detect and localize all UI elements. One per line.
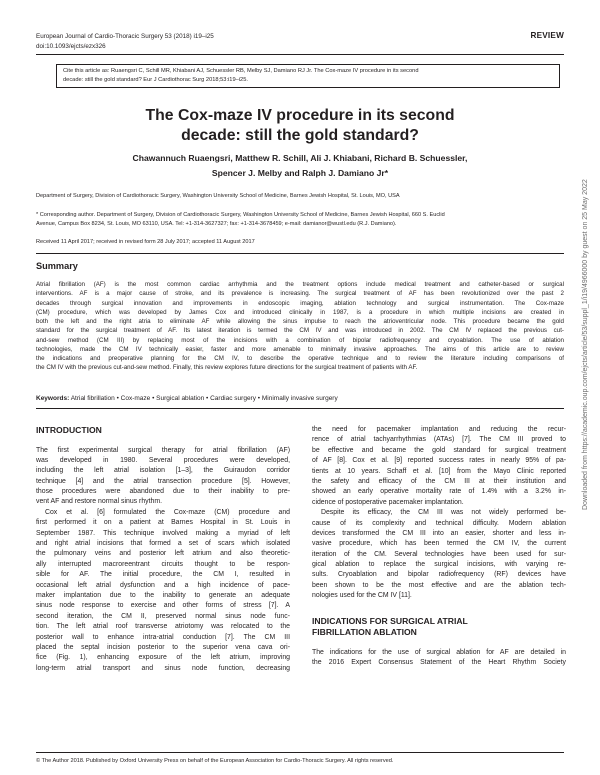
body-line: be effective and became the gold standard for surgical treatment [312,446,566,454]
download-watermark: Downloaded from https://academic.oup.com/ejcts/article/53/suppl_1/i19/4966000 by guest on 25 May 2022 [582,179,589,510]
title-line-2: decade: still the gold standard? [181,127,419,144]
title-line-1: The Cox-maze IV procedure in its second [145,107,455,124]
footer-rule [36,752,564,753]
body-line: ally interrupted macroreentrant circuits thought to be respon- [36,560,290,568]
copyright-footer: © The Author 2018. Published by Oxford University Press on behalf of the European Association for Cardio-Thoracic Surgery. All rights reserved. [36,758,394,764]
received-dates: Received 11 April 2017; received in revised form 28 July 2017; accepted 11 August 2017 [36,239,255,245]
body-line: first performed it on a patient at Barnes Hospital in St. Louis in [36,519,290,527]
body-line: placed the septal incision posterior to the superior vena cava ori- [36,643,290,651]
body-line: those procedures were abandoned due to their inability to pre- [36,488,290,496]
body-line: tion. The left atrial roof transverse atriotomy was relocated to the [36,623,290,631]
article-title [60,106,540,146]
body-line: been shown to be the most effective and are the ablation tech- [312,581,566,589]
keywords-label: Keywords: [36,395,70,402]
corresponding-line-1: * Corresponding author. Department of Surgery, Division of Cardiothoracic Surgery, Washington University School of Medicine, Barnes Jewish Hospital, 660 S. Euclid [36,212,445,218]
body-line: including the left atrial isolation [1–3], the Guiraudon corridor [36,467,290,475]
summary-line: and-sew method (CM III) by replacing most of the incisions with a combination of bipolar radiofrequency and cryoablation. The use of ablation [36,336,564,344]
keywords [36,394,338,403]
summary-line: (CM) procedure, which was developed by James Cox and introduced clinically in 1987, is a procedure in which multiple incisions are created in [36,308,564,316]
body-line: The first experimental surgical therapy for atrial fibrillation (AF) [36,446,290,454]
body-line: long-term atrial transport and sinus node function, decreasing [36,664,290,672]
summary-line: the CM IV with the previous cut-and-sew method. Finally, this review explores future directions for the surgical treatment of patients with AF. [36,364,418,372]
body-line: September 1987. This technique involved making a myriad of left [36,529,290,537]
body-line: posterior wall to enhance intra-atrial conduction [7]. The CM III [36,633,290,641]
summary-line: interventions. AF is a major cause of stroke, and its prevalence is increasing. The surgical treatment of AF has been revolutionized over the past 2 [36,290,564,298]
body-line: sults. Cryoablation and bipolar radiofrequency (RF) devices have [312,571,566,579]
body-line: nologies used for the CM IV [11]. [312,592,412,600]
summary-bottom-rule [36,408,564,409]
summary-line: standard for the surgical treatment of AF. Its latest iteration is termed the CM IV and was introduced in 2002. The CM IV replaced the previous cut- [36,327,564,335]
body-line: second iteration, the CM II, preserved normal sinus node func- [36,612,290,620]
body-line: fice (Fig. 1), enhancing exposure of the left atrium, improving [36,654,290,662]
body-line: the safety and efficacy of the CM III at their institution and [312,477,566,485]
body-line: technique [4] and the atrial transection procedure [5]. However, [36,477,290,485]
body-line: vasive procedure, which has been termed the CM IV, the current [312,540,566,548]
body-line: the pulmonary veins and posterior left atrium and also theoretic- [36,550,290,558]
left-column [36,425,290,674]
doi-link[interactable]: doi:10.1093/ejcts/ezx326 [36,42,106,50]
body-line: was developed in 1980. Several procedures were developed, [36,456,290,464]
body-line: showed an early operative mortality rate of 1.4% with a 3.2% in- [312,488,566,496]
body-line: tients at 10 years. Schaff et al. [10] from the Mayo Clinic reported [312,467,566,475]
corresponding-line-2: Avenue, Campus Box 8234, St. Louis, MO 63110, USA. Tel: +1-314-3627327; fax: +1-314-3678459; e-mail: damianor@wustl.edu (R.J. Damiano). [36,221,397,227]
body-line: sinus node response to exercise and other forms of stress [7]. A [36,602,290,610]
citation-line-1: Cite this article as: Ruaengsri C, Schill MR, Khiabani AJ, Schuessler RB, Melby SJ, Damiano RJ Jr. The Cox-maze IV procedure in its second [63,68,419,74]
summary-line: Atrial fibrillation (AF) is the most common cardiac arrhythmia and the treatment options include medical treatment and catheter-based or surgical [36,281,564,288]
body-line: devices transformed the CM III into an easier, shorter and less in- [312,529,566,537]
summary-body [36,280,564,373]
section-heading-indications: INDICATIONS FOR SURGICAL ATRIAL [312,615,468,626]
summary-line: the indications and preoperative planning for the CM IV, to describe the operative technique and to review the literature including comparisons of [36,355,564,362]
body-line: maker implantation due to the inability to generate an adequate [36,591,290,599]
summary-line: technologies, made the CM IV technically easier, faster and more amenable to minimally invasive approaches. The aims of this article are to review [36,345,564,353]
right-column [312,425,566,668]
corresponding-author [36,211,544,229]
citation-box [56,64,560,88]
body-line: iteration of the CM. Several technologies have been used for sur- [312,550,566,558]
body-line: of AF [8]. Cox et al. [9] reported success rates in nearly 95% of pa- [312,457,566,465]
summary-heading: Summary [36,261,78,271]
section-heading-introduction: INTRODUCTION [36,425,102,435]
body-line: and right atrial incisions that formed a set of scars which isolated [36,540,290,548]
header-divider [36,54,564,55]
section-label: REVIEW [530,31,564,40]
authors-line-2: Spencer J. Melby and Ralph J. Damiano Jr* [211,167,389,178]
journal-citation: European Journal of Cardio-Thoracic Surgery 53 (2018) i19–i25 [36,33,214,40]
summary-top-rule [36,253,564,254]
authors-line-1: Chawannuch Ruaengsri, Matthew R. Schill, Ali J. Khiabani, Richard B. Schuessler, [132,153,468,163]
section-heading-indications-cont: FIBRILLATION ABLATION [312,627,417,638]
body-line: cause of its complexity and technical difficulty. Modern ablation [312,519,566,527]
author-list [70,151,530,180]
body-line: sible for AF. The initial procedure, the CM I, resulted in [36,571,290,579]
body-line: the 2016 Expert Consensus Statement of the Heart Rhythm Society [312,659,566,667]
body-line: occasional left atrial dysfunction and a high incidence of pace- [36,581,290,589]
keywords-list: Atrial fibrillation • Cox-maze • Surgical ablation • Cardiac surgery • Minimally invasive surgery [70,395,338,402]
body-line: vent AF and restore normal sinus rhythm. [36,498,162,506]
summary-line: both the left and the right atria to eliminate AF while allowing the sinus impulse to reach the atrioventricular node. This procedure became the gold [36,318,564,325]
body-line: the need for pacemaker implantation and reducing the recur- [312,426,566,433]
body-line: The indications for the use of surgical ablation for AF are detailed in [312,648,566,656]
body-line: cidence of postoperative pacemaker implantation. [312,498,464,506]
body-line: Despite its efficacy, the CM III was not widely performed be- [321,509,566,517]
body-line: gical ablation to replace the surgical incisions, with varying re- [312,561,566,569]
summary-line: decades through surgical innovation and improvements in endoscopic imaging, ablation technology and surgical instrumentation. The Cox-maze [36,299,564,307]
journal-header [36,32,214,51]
affiliation: Department of Surgery, Division of Cardiothoracic Surgery, Washington University School of Medicine, Barnes Jewish Hospital, St. Louis, MO, USA [36,193,400,199]
body-line: Cox et al. [6] formulated the Cox-maze (CM) procedure and [45,508,290,516]
citation-line-2: decade: still the gold standard? Eur J Cardiothorac Surg 2018;53:i19–i25. [63,77,248,83]
body-line: rence of atrial tachyarrhythmias (ATAs) [7]. The CM III proved to [312,436,566,444]
